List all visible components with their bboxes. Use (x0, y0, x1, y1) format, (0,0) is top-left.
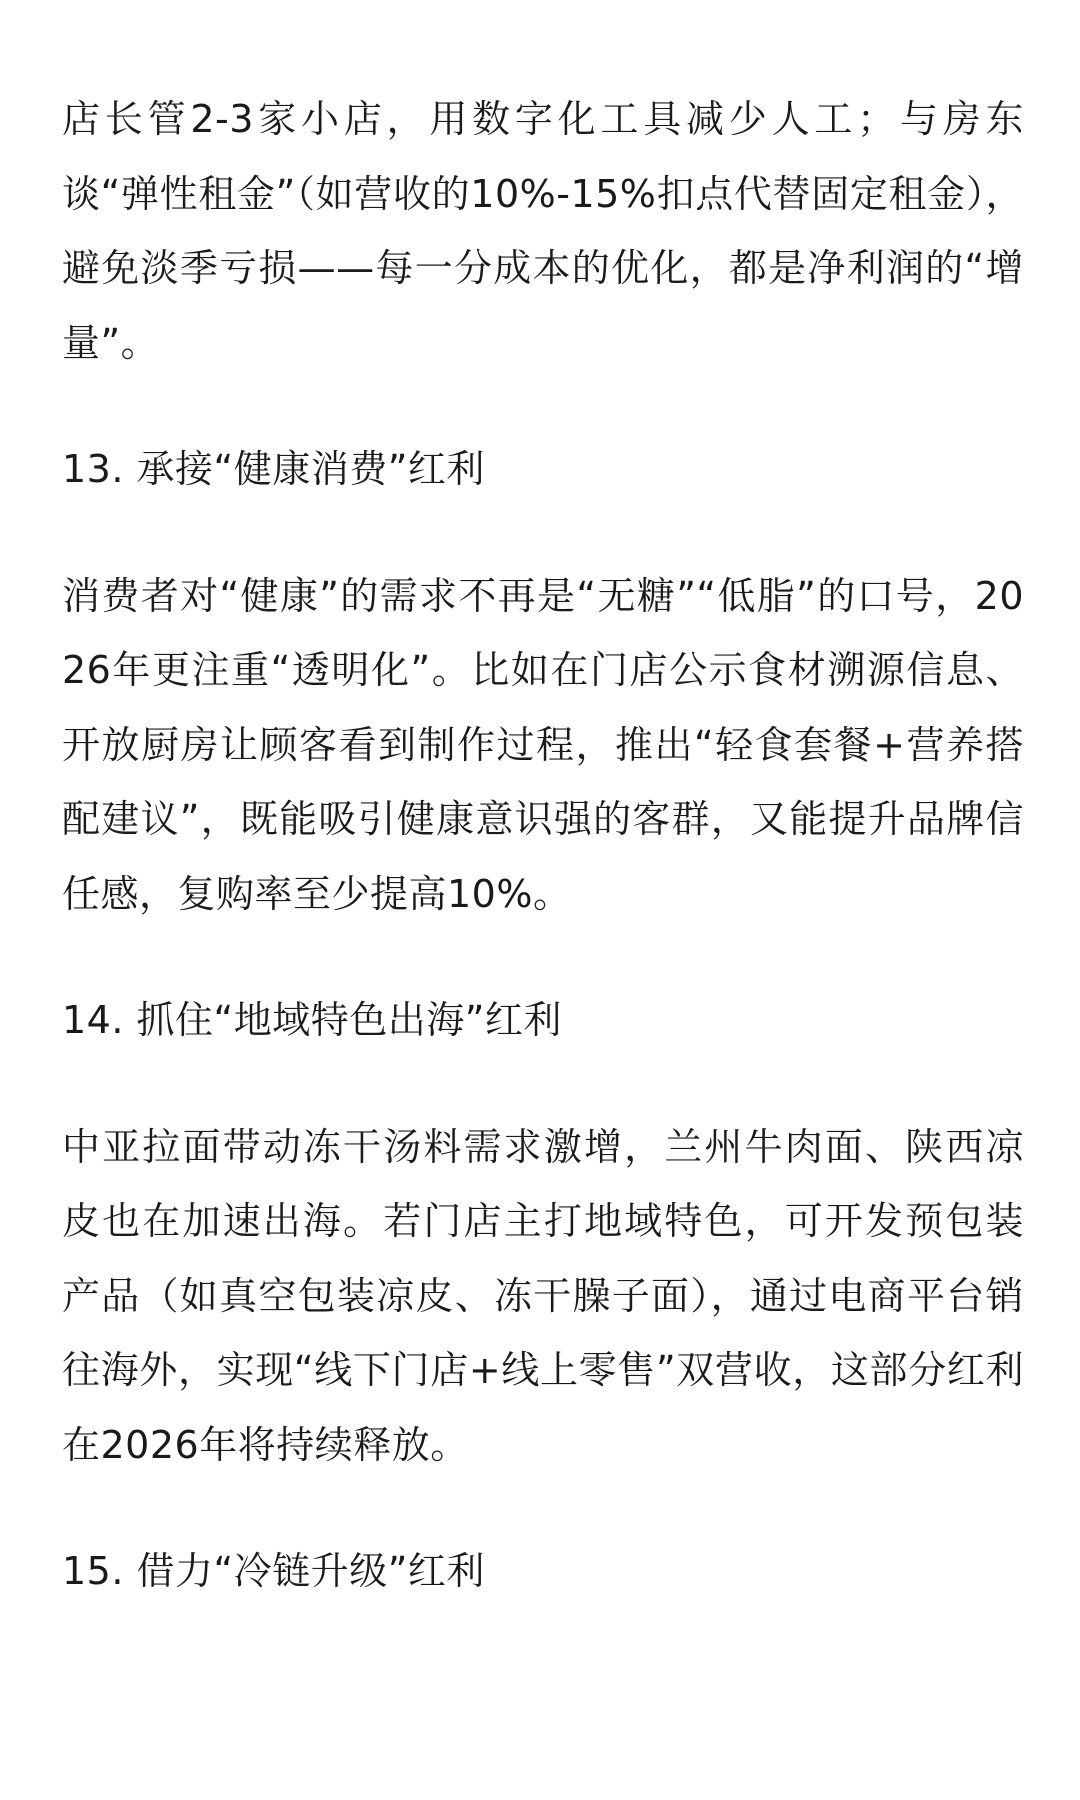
paragraph-health-consumption: 消费者对“健康”的需求不再是“无糖”“低脂”的口号，2026年更注重“透明化”。比如在门店公示食材溯源信息、开放厨房让顾客看到制作过程，推出“轻食套餐+营养搭配建议”，既能吸引健康意识强的客群，又能提升品牌信任感，复购率至少提高10%。 (62, 573, 1024, 916)
article-body (62, 82, 1024, 1661)
section-heading-15: 15. 借力“冷链升级”红利 (62, 1549, 485, 1593)
paragraph-cost-optimization: 店长管2-3家小店，用数字化工具减少人工；与房东谈“弹性租金”（如营收的10%-15%扣点代替固定租金），避免淡季亏损——每一分成本的优化，都是净利润的“增量”。 (62, 97, 1024, 365)
paragraph-regional-overseas: 中亚拉面带动冻干汤料需求激增，兰州牛肉面、陕西凉皮也在加速出海。若门店主打地域特色，可开发预包装产品（如真空包装凉皮、冻干臊子面），通过电商平台销往海外，实现“线下门店+线上零售”双营收，这部分红利在2026年将持续释放。 (62, 1124, 1024, 1467)
section-heading-13: 13. 承接“健康消费”红利 (62, 447, 485, 491)
section-heading-14: 14. 抓住“地域特色出海”红利 (62, 998, 562, 1042)
